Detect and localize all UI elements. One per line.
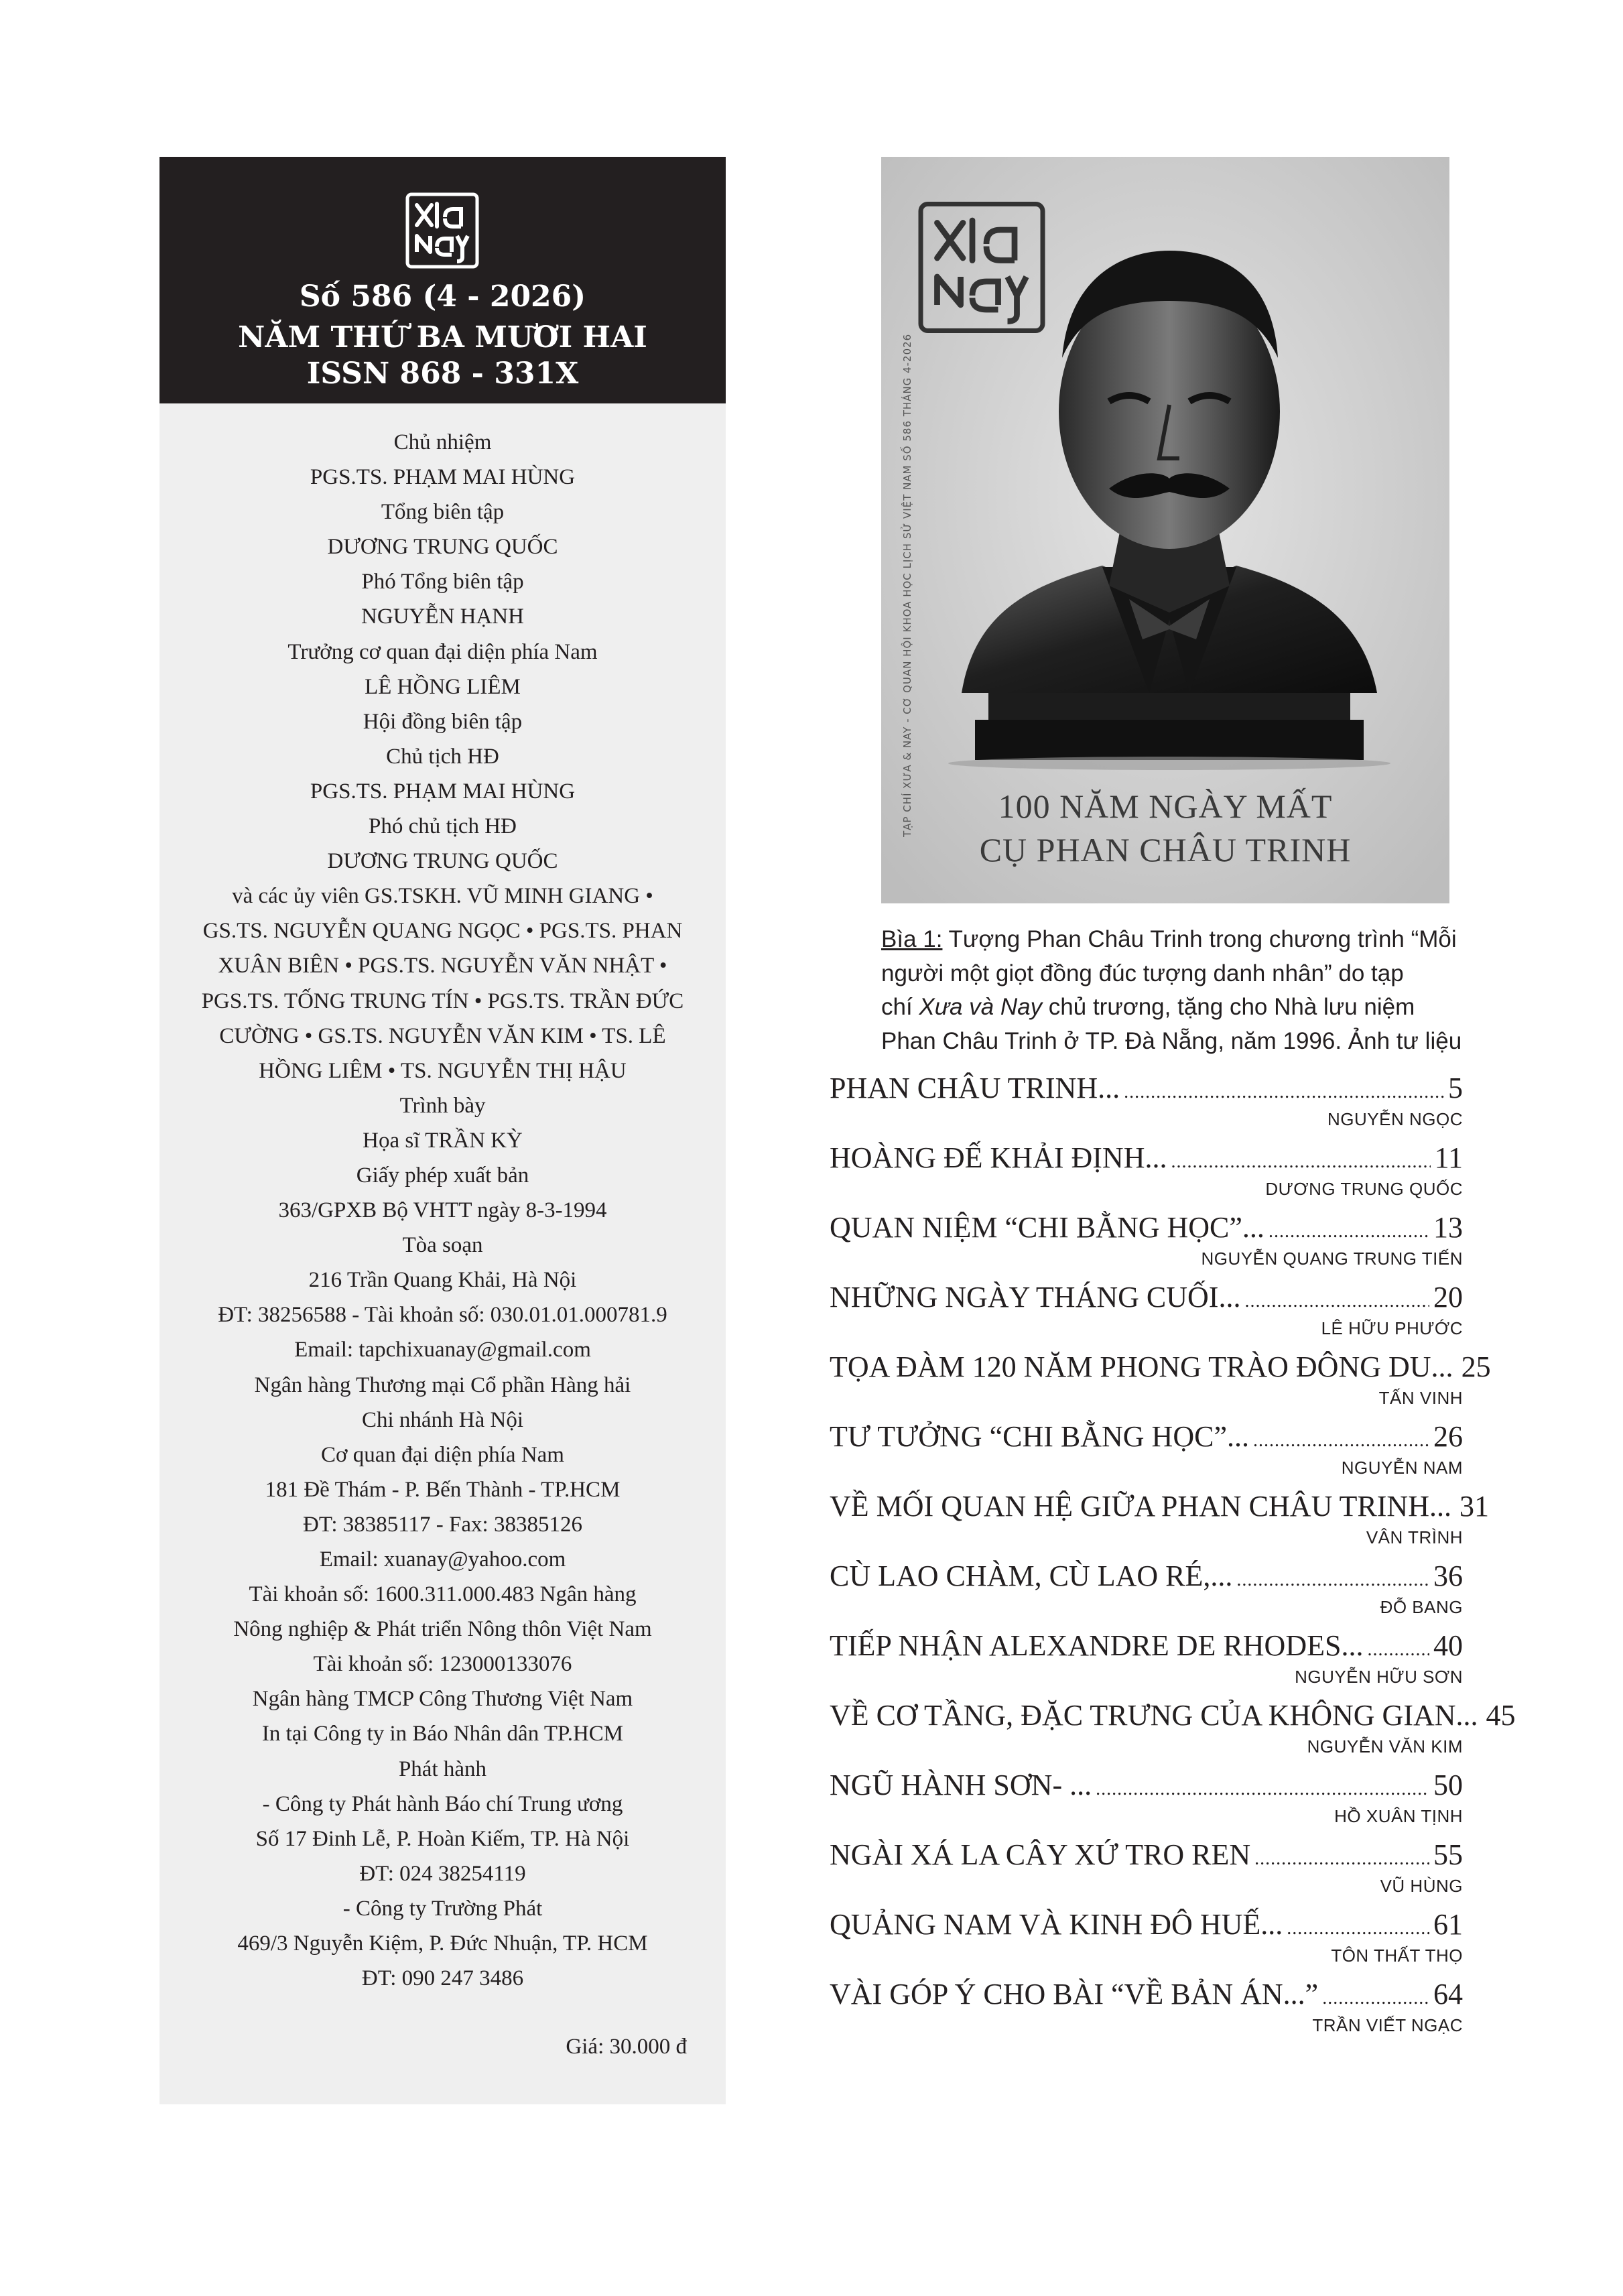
credit-line: Ngân hàng Thương mại Cổ phần Hàng hải	[254, 1373, 631, 1397]
credit-line: Số 17 Đinh Lễ, P. Hoàn Kiếm, TP. Hà Nội	[255, 1826, 630, 1851]
toc-leader-dots	[1236, 1570, 1429, 1591]
toc-author: VÂN TRÌNH	[1366, 1527, 1463, 1547]
caption-text: Tượng Phan Châu Trinh trong chương trình “Mỗi	[942, 926, 1457, 952]
credit-line: Chủ tịch HĐ	[386, 744, 499, 769]
credit-line: Họa sĩ TRẦN KỲ	[363, 1128, 523, 1153]
toc-page-number: 64	[1433, 1978, 1463, 2011]
toc-author: DƯƠNG TRUNG QUỐC	[1265, 1179, 1463, 1199]
toc-title: HOÀNG ĐẾ KHẢI ĐỊNH...	[830, 1141, 1167, 1174]
credit-line: Ngân hàng TMCP Công Thương Việt Nam	[252, 1687, 633, 1712]
cover-caption	[881, 923, 1462, 1058]
masthead-panel	[159, 157, 726, 2104]
xua-nay-logo	[911, 197, 1052, 338]
toc-leader-dots	[1269, 1221, 1429, 1242]
caption-text: người một giọt đồng đúc tượng danh nhân” do tạp	[881, 960, 1404, 986]
toc-author: ĐỖ BANG	[1380, 1597, 1463, 1617]
credit-line: Phó chủ tịch HĐ	[369, 814, 517, 839]
toc-author: HỒ XUÂN TỊNH	[1334, 1806, 1463, 1826]
credit-line: HỒNG LIÊM • TS. NGUYỄN THỊ HẬU	[259, 1058, 627, 1083]
toc-author: NGUYỄN VĂN KIM	[1307, 1736, 1463, 1757]
toc-page-number: 25	[1461, 1350, 1491, 1383]
xua-nay-logo	[402, 190, 482, 271]
toc-title: TIẾP NHẬN ALEXANDRE DE RHODES...	[830, 1629, 1364, 1662]
credit-line: ĐT: 024 38254119	[359, 1861, 526, 1886]
toc-title: PHAN CHÂU TRINH...	[830, 1072, 1120, 1104]
toc-author: VŨ HÙNG	[1380, 1876, 1463, 1896]
credit-line: Tài khoản số: 1600.311.000.483 Ngân hàng	[249, 1582, 637, 1607]
cover-title: 100 NĂM NGÀY MẤT	[998, 787, 1333, 825]
toc-title: CÙ LAO CHÀM, CÙ LAO RÉ,...	[830, 1559, 1233, 1592]
toc-page-number: 50	[1433, 1769, 1463, 1801]
toc-title: VÀI GÓP Ý CHO BÀI “VỀ BẢN ÁN...”	[830, 1978, 1319, 2011]
credit-line: Hội đồng biên tập	[363, 709, 523, 734]
credit-line: GS.TS. NGUYỄN QUANG NGỌC • PGS.TS. PHAN	[202, 919, 683, 944]
toc-author: LÊ HỮU PHƯỚC	[1321, 1318, 1463, 1338]
toc-page-number: 61	[1433, 1908, 1463, 1941]
issue-number: Số 586 (4 - 2026)	[299, 279, 586, 314]
toc-page-number: 11	[1434, 1141, 1463, 1174]
credit-line: và các ủy viên GS.TSKH. VŨ MINH GIANG •	[232, 884, 653, 909]
toc-leader-dots	[1322, 1988, 1429, 2009]
credit-line: Cơ quan đại diện phía Nam	[321, 1442, 564, 1467]
toc-leader-dots	[1171, 1151, 1431, 1173]
toc-title: NGÀI XÁ LA CÂY XỨ TRO REN	[830, 1838, 1251, 1871]
toc-page-number: 26	[1433, 1420, 1463, 1453]
credit-line: In tại Công ty in Báo Nhân dân TP.HCM	[261, 1722, 624, 1746]
toc-leader-dots	[1254, 1848, 1429, 1870]
credit-line: Tòa soạn	[402, 1233, 483, 1258]
toc-author: NGUYỄN NAM	[1341, 1458, 1463, 1478]
toc-leader-dots	[1124, 1082, 1444, 1103]
toc-page-number: 31	[1459, 1490, 1489, 1523]
toc-title: QUẢNG NAM VÀ KINH ĐÔ HUẾ...	[830, 1908, 1283, 1941]
cover-spine-text: TẠP CHÍ XƯA & NAY - CƠ QUAN HỘI KHOA HỌC LỊCH SỬ VIỆT NAM SỐ 586 THÁNG 4-2026	[901, 333, 913, 837]
credit-line: Chi nhánh Hà Nội	[361, 1407, 524, 1432]
credits-list	[159, 425, 726, 1996]
toc-page-number: 55	[1433, 1838, 1463, 1871]
caption-text: chủ trương, tặng cho Nhà lưu niệm	[1042, 994, 1415, 1020]
toc-title: VỀ CƠ TẦNG, ĐẶC TRƯNG CỦA KHÔNG GIAN...	[830, 1699, 1478, 1732]
toc-page-number: 13	[1433, 1211, 1463, 1244]
caption-label: Bìa 1:	[881, 926, 943, 952]
toc-leader-dots	[1244, 1291, 1429, 1312]
credit-line: LÊ HỒNG LIÊM	[365, 674, 521, 699]
credit-line: Chủ nhiệm	[393, 430, 492, 454]
toc-title: VỀ MỐI QUAN HỆ GIỮA PHAN CHÂU TRINH...	[830, 1490, 1451, 1523]
publication-year: NĂM THỨ BA MƯƠI HAI	[238, 320, 647, 355]
issn-number: ISSN 868 - 331X	[306, 357, 579, 391]
credit-line: ĐT: 38256588 - Tài khoản số: 030.01.01.000781.9	[218, 1303, 667, 1328]
toc-author: NGUYỄN QUANG TRUNG TIẾN	[1201, 1249, 1463, 1269]
caption-magazine-name: Xưa và Nay	[919, 994, 1043, 1020]
credit-line: PGS.TS. TỐNG TRUNG TÍN • PGS.TS. TRẦN ĐỨC	[201, 988, 684, 1013]
credit-line: Nông nghiệp & Phát triển Nông thôn Việt Nam	[233, 1617, 652, 1642]
toc-leader-dots	[1367, 1639, 1429, 1661]
credit-line: DƯƠNG TRUNG QUỐC	[327, 535, 558, 560]
credit-line: Giấy phép xuất bản	[356, 1163, 529, 1188]
toc-title: NGŨ HÀNH SƠN- ...	[830, 1769, 1092, 1801]
caption-text: chí	[881, 994, 919, 1020]
toc-page-number: 40	[1433, 1629, 1463, 1662]
credit-line: Trưởng cơ quan đại diện phía Nam	[287, 639, 598, 664]
toc-title: TỌA ĐÀM 120 NĂM PHONG TRÀO ĐÔNG DU...	[830, 1350, 1453, 1383]
credit-line: - Công ty Phát hành Báo chí Trung ương	[262, 1791, 623, 1816]
toc-leader-dots	[1287, 1918, 1429, 1939]
masthead-header	[159, 157, 726, 403]
toc-author: NGUYỄN NGỌC	[1327, 1109, 1463, 1129]
toc-title: NHỮNG NGÀY THÁNG CUỐI...	[830, 1281, 1241, 1314]
toc-title: TƯ TƯỞNG “CHI BẰNG HỌC”...	[830, 1420, 1249, 1453]
credit-line: Trình bày	[399, 1093, 486, 1118]
credit-line: Phát hành	[398, 1757, 487, 1781]
toc-author: TÔN THẤT THỌ	[1331, 1946, 1463, 1966]
credit-line: Tổng biên tập	[381, 500, 505, 525]
credit-line: Tài khoản số: 123000133076	[313, 1652, 572, 1677]
toc-leader-dots	[1253, 1430, 1429, 1452]
credit-line: Phó Tổng biên tập	[361, 570, 524, 594]
toc-page-number: 20	[1433, 1281, 1463, 1314]
credit-line: PGS.TS. PHẠM MAI HÙNG	[310, 779, 576, 804]
credit-line: - Công ty Trường Phát	[342, 1896, 543, 1921]
credit-line: Email: xuanay@yahoo.com	[319, 1547, 566, 1572]
toc-page-number: 5	[1448, 1072, 1463, 1104]
credit-line: PGS.TS. PHẠM MAI HÙNG	[310, 465, 576, 490]
credit-line: DƯƠNG TRUNG QUỐC	[327, 849, 558, 874]
credit-line: 469/3 Nguyễn Kiệm, P. Đức Nhuận, TP. HCM	[237, 1931, 648, 1956]
cover-subtitle: CỤ PHAN CHÂU TRINH	[979, 831, 1352, 869]
credit-line: 363/GPXB Bộ VHTT ngày 8-3-1994	[278, 1198, 607, 1223]
credit-line: 181 Đề Thám - P. Bến Thành - TP.HCM	[265, 1477, 621, 1502]
caption-text: Phan Châu Trinh ở TP. Đà Nẵng, năm 1996. Ảnh tư liệu	[881, 1027, 1462, 1054]
cover-image	[881, 157, 1449, 903]
toc-author: TRẦN VIẾT NGẠC	[1312, 2015, 1463, 2035]
credit-line: NGUYỄN HẠNH	[361, 604, 524, 629]
toc-title: QUAN NIỆM “CHI BẰNG HỌC”...	[830, 1211, 1264, 1244]
toc-page-number: 36	[1433, 1559, 1463, 1592]
credit-line: XUÂN BIÊN • PGS.TS. NGUYỄN VĂN NHẬT •	[218, 954, 667, 978]
credit-line: 216 Trần Quang Khải, Hà Nội	[308, 1268, 577, 1293]
credit-line: ĐT: 38385117 - Fax: 38385126	[303, 1512, 582, 1537]
price-label: Giá: 30.000 đ	[566, 2035, 687, 2059]
credit-line: ĐT: 090 247 3486	[361, 1966, 524, 1991]
credit-line: Email: tapchixuanay@gmail.com	[294, 1338, 591, 1362]
toc-leader-dots	[1096, 1779, 1429, 1800]
credit-line: CƯỜNG • GS.TS. NGUYỄN VĂN KIM • TS. LÊ	[219, 1023, 666, 1048]
toc-author: NGUYỄN HỮU SƠN	[1295, 1667, 1463, 1687]
toc-page-number: 45	[1486, 1699, 1516, 1732]
toc-author: TẤN VINH	[1378, 1388, 1463, 1408]
